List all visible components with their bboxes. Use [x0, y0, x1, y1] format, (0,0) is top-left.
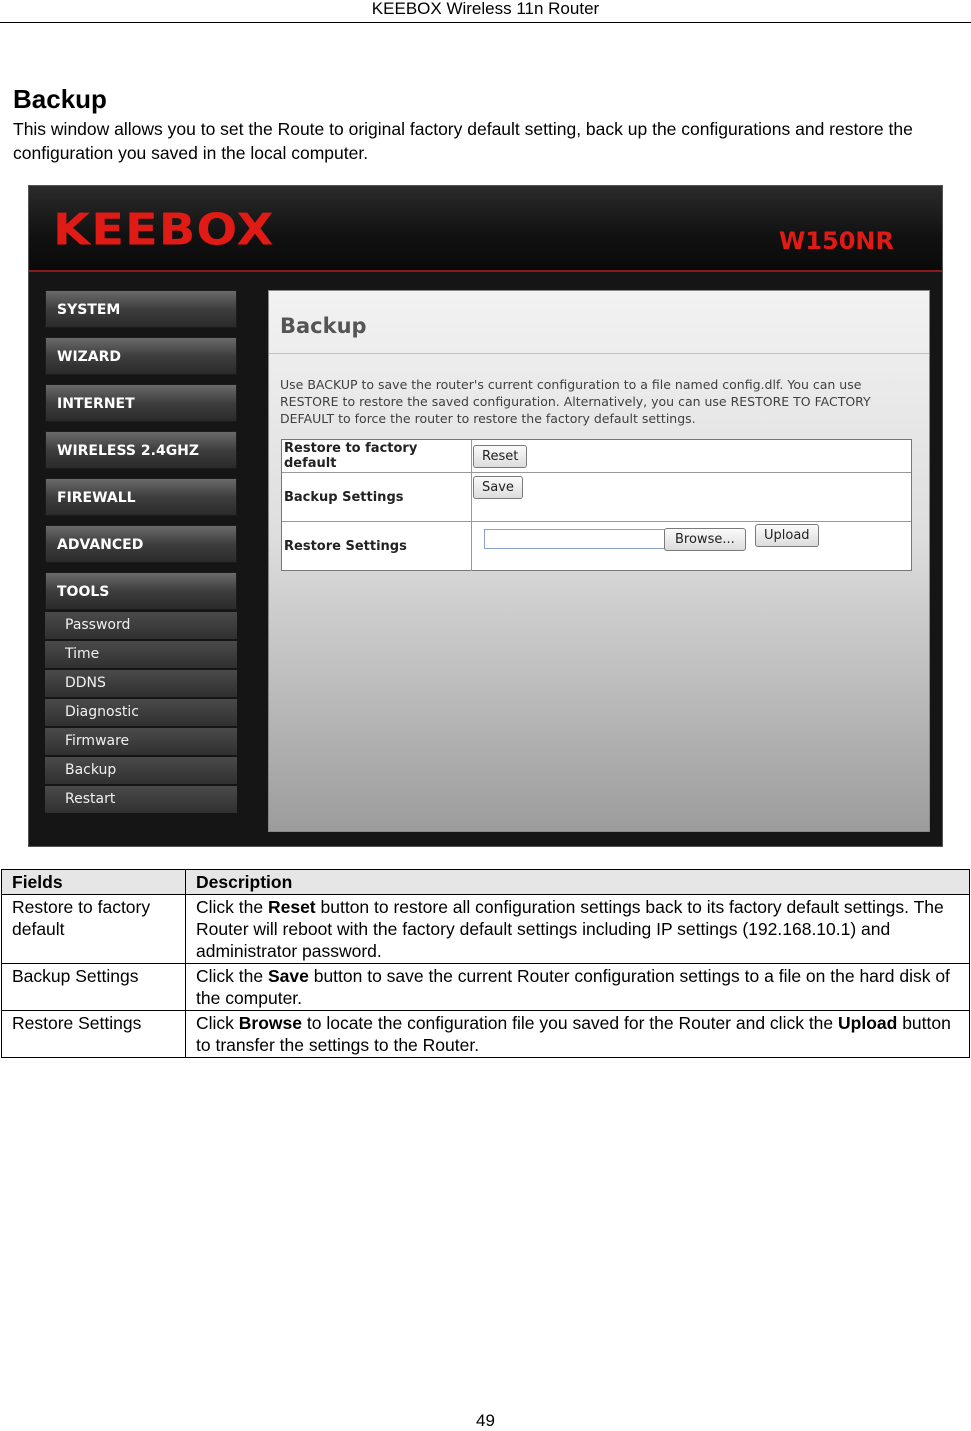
form-row-restore [282, 522, 911, 571]
menu-item-wizard[interactable]: WIZARD [45, 337, 237, 375]
reset-button[interactable]: Reset [473, 445, 527, 468]
description-cell [186, 1011, 970, 1058]
description-text: to locate the configuration file you saved for the Router and click the [302, 1013, 839, 1033]
menu-item-wireless[interactable]: WIRELESS 2.4GHZ [45, 431, 237, 469]
submenu-item-diagnostic[interactable]: Diagnostic [45, 699, 237, 726]
description-text: Click the [196, 897, 268, 917]
keebox-logo: KEEBOX [53, 204, 275, 256]
restore-file-input[interactable] [484, 529, 672, 549]
router-header-bar [29, 186, 942, 270]
submenu-item-password[interactable]: Password [45, 612, 237, 639]
content-divider [269, 353, 929, 354]
section-title: Backup [13, 84, 107, 114]
document-header: KEEBOX Wireless 11n Router [0, 0, 971, 23]
field-cell: Restore to factory default [2, 895, 186, 964]
content-description: Use BACKUP to save the router's current configuration to a file named config.dlf. You can use RESTORE to restore the saved configuration. Alternatively, you can use RESTORE TO FACTORY DEFAULT to force the router to restore the factory default settings. [280, 377, 871, 426]
field-cell: Restore Settings [2, 1011, 186, 1058]
browse-button[interactable]: Browse... [664, 528, 746, 551]
description-cell [186, 964, 970, 1011]
menu-item-firewall[interactable]: FIREWALL [45, 478, 237, 516]
menu-item-tools[interactable]: TOOLS [45, 572, 237, 610]
submenu-item-time[interactable]: Time [45, 641, 237, 668]
fields-column-header: Fields [2, 870, 186, 895]
model-name: W150NR [778, 227, 894, 255]
form-row-restore-default [282, 440, 911, 473]
page-number: 49 [476, 1411, 495, 1430]
description-bold: Save [267, 966, 309, 986]
field-cell: Backup Settings [2, 964, 186, 1011]
table-row [2, 895, 970, 964]
fields-description-table [1, 869, 970, 1058]
description-bold: Browse [238, 1013, 302, 1033]
restore-default-label: Restore to factory default [282, 440, 472, 472]
backup-form-table [281, 439, 912, 571]
upload-button[interactable]: Upload [755, 524, 819, 547]
description-bold: Upload [838, 1013, 898, 1033]
table-row [2, 1011, 970, 1058]
description-bold: Reset [267, 897, 316, 917]
description-cell [186, 895, 970, 964]
content-title: Backup [280, 314, 367, 338]
description-text: Click the [196, 966, 268, 986]
table-row [2, 964, 970, 1011]
description-text: button to transfer the settings to the Router. [196, 1013, 951, 1055]
table-header-row [2, 870, 970, 895]
description-column-header: Description [186, 870, 970, 895]
menu-item-advanced[interactable]: ADVANCED [45, 525, 237, 563]
sidebar-menu [45, 290, 237, 815]
router-ui-screenshot [28, 185, 943, 847]
header-divider [29, 270, 942, 272]
description-text: button to save the current Router configuration settings to a file on the hard disk of the computer. [196, 966, 950, 1008]
menu-item-system[interactable]: SYSTEM [45, 290, 237, 328]
description-text: button to restore all configuration settings back to its factory default settings. The Router will reboot with the factory default settings including IP settings (192.168.10.1) and administrator password. [196, 897, 944, 961]
tools-submenu [45, 612, 237, 813]
menu-item-internet[interactable]: INTERNET [45, 384, 237, 422]
restore-settings-label: Restore Settings [282, 522, 472, 571]
content-panel [268, 290, 930, 832]
submenu-item-backup[interactable]: Backup [45, 757, 237, 784]
description-text: Click [196, 1013, 239, 1033]
save-button[interactable]: Save [473, 476, 523, 499]
form-row-backup [282, 473, 911, 522]
submenu-item-ddns[interactable]: DDNS [45, 670, 237, 697]
submenu-item-firmware[interactable]: Firmware [45, 728, 237, 755]
section-intro: This window allows you to set the Route to original factory default setting, back up the configurations and restore the configuration you saved in the local computer. [13, 119, 913, 163]
submenu-item-restart[interactable]: Restart [45, 786, 237, 813]
backup-settings-label: Backup Settings [282, 473, 472, 521]
